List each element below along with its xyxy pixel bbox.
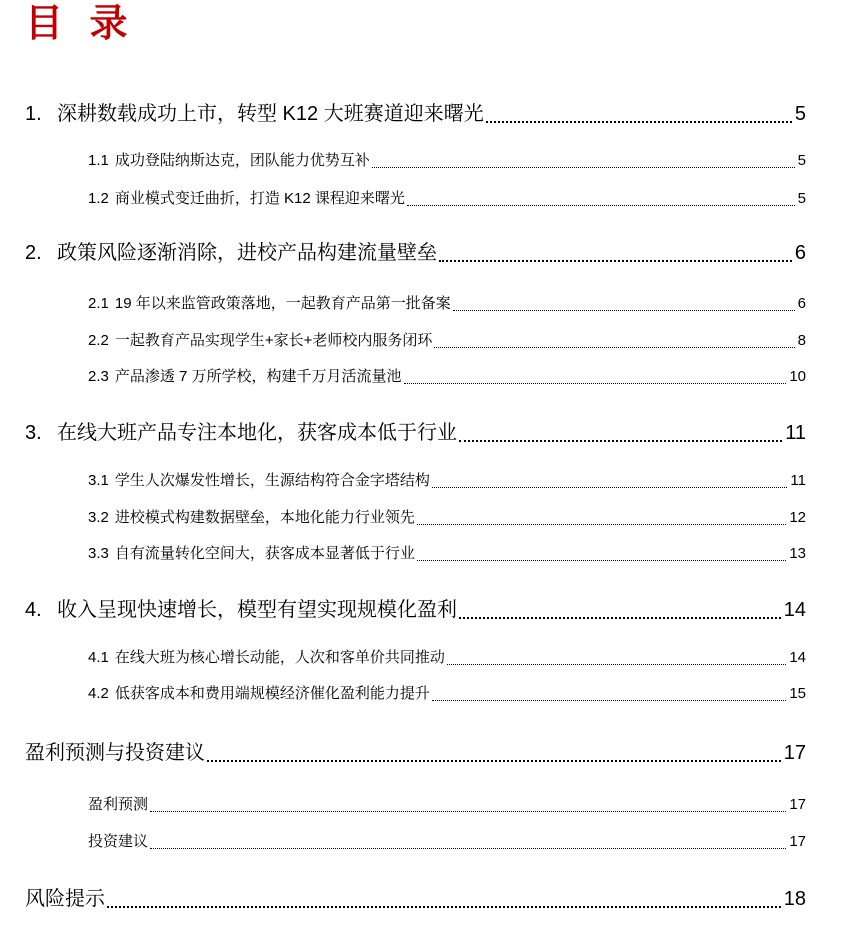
dot-leader (150, 848, 786, 849)
toc-entry-label: 在线大班产品专注本地化，获客成本低于行业 (57, 422, 457, 444)
dot-leader (417, 560, 786, 561)
toc-entry-page: 18 (783, 888, 806, 910)
toc-entry-number: 1.1 (88, 152, 109, 169)
toc-entry-number: 2. (25, 242, 42, 264)
toc-entry-label: 成功登陆纳斯达克，团队能力优势互补 (114, 152, 370, 169)
dot-leader (207, 760, 781, 762)
dot-leader (434, 347, 794, 348)
toc-entry-page: 8 (797, 332, 806, 349)
toc-entry-4-2[interactable] (25, 684, 806, 704)
dot-leader (404, 383, 787, 384)
toc-entry-number: 3.1 (88, 472, 109, 489)
toc-entry-label: 低获客成本和费用端规模经济催化盈利能力提升 (114, 685, 430, 702)
dot-leader (459, 440, 782, 442)
toc-entry-page: 13 (789, 545, 806, 562)
toc-entry-2-3[interactable] (25, 367, 806, 387)
toc-entry-page: 17 (789, 796, 806, 813)
dot-leader (453, 310, 795, 311)
toc-entry-page: 17 (783, 742, 806, 764)
toc-entry-label: 进校模式构建数据壁垒，本地化能力行业领先 (114, 509, 415, 526)
dot-leader (107, 906, 781, 908)
toc-entry-label: 19 年以来监管政策落地，一起教育产品第一批备案 (114, 295, 451, 312)
toc-entry-label: 深耕数载成功上市，转型 K12 大班赛道迎来曙光 (57, 103, 484, 125)
toc-entry-page: 11 (785, 422, 806, 444)
toc-entry-page: 5 (797, 190, 806, 207)
toc-entry-label: 风险提示 (25, 888, 105, 910)
toc-entry-number: 1.2 (88, 190, 109, 207)
toc-entry-3-1[interactable] (25, 471, 806, 491)
toc-entry-page: 15 (789, 685, 806, 702)
toc-entry-number: 2.3 (88, 368, 109, 385)
toc-entry-number: 3.3 (88, 545, 109, 562)
toc-entry-page: 10 (789, 368, 806, 385)
toc-entry-label: 商业模式变迁曲折，打造 K12 课程迎来曙光 (114, 190, 405, 207)
toc-entry-page: 14 (783, 599, 806, 621)
toc-entry-label: 在线大班为核心增长动能，人次和客单价共同推动 (114, 649, 445, 666)
dot-leader (372, 167, 795, 168)
toc-entry-3-3[interactable] (25, 544, 806, 564)
toc-entry-risk[interactable] (25, 886, 806, 912)
page-title: 目 录 (25, 3, 128, 45)
toc-entry-label: 自有流量转化空间大，获客成本显著低于行业 (114, 545, 415, 562)
dot-leader (459, 617, 781, 619)
toc-entry-label: 政策风险逐渐消除，进校产品构建流量壁垒 (57, 242, 437, 264)
toc-entry-label: 产品渗透 7 万所学校，构建千万月活流量池 (114, 368, 402, 385)
toc-entry-2-2[interactable] (25, 331, 806, 351)
toc-entry-forecast[interactable] (25, 795, 806, 815)
dot-leader (417, 524, 786, 525)
toc-entry-page: 14 (789, 649, 806, 666)
toc-entry-page: 12 (789, 509, 806, 526)
toc-entry-number: 3.2 (88, 509, 109, 526)
toc-entry-3-2[interactable] (25, 508, 806, 528)
toc-entry-page: 5 (794, 103, 806, 125)
toc-entry-page: 5 (797, 152, 806, 169)
dot-leader (150, 811, 786, 812)
toc-entry-label: 投资建议 (88, 833, 149, 850)
dot-leader (447, 664, 786, 665)
dot-leader (486, 121, 792, 123)
dot-leader (432, 700, 786, 701)
toc-entry-label: 学生人次爆发性增长，生源结构符合金字塔结构 (114, 472, 430, 489)
toc-entry-1[interactable] (25, 101, 806, 127)
toc-entry-4[interactable] (25, 597, 806, 623)
toc-entry-2-1[interactable] (25, 294, 806, 314)
toc-entry-page: 6 (797, 295, 806, 312)
toc-entry-number: 4.1 (88, 649, 109, 666)
toc-entry-page: 11 (790, 472, 806, 489)
toc-entry-advice[interactable] (25, 832, 806, 852)
toc-entry-number: 2.2 (88, 332, 109, 349)
toc-entry-number: 4. (25, 599, 42, 621)
toc-entry-label: 盈利预测 (88, 796, 149, 813)
toc-entry-label: 收入呈现快速增长，模型有望实现规模化盈利 (57, 599, 457, 621)
toc-entry-label: 盈利预测与投资建议 (25, 742, 205, 764)
toc-entry-1-1[interactable] (25, 151, 806, 171)
toc-entry-1-2[interactable] (25, 189, 806, 209)
toc-entry-number: 3. (25, 422, 42, 444)
toc-entry-4-1[interactable] (25, 648, 806, 668)
dot-leader (432, 487, 788, 488)
dot-leader (407, 205, 795, 206)
toc-entry-number: 2.1 (88, 295, 109, 312)
toc-entry-3[interactable] (25, 420, 806, 446)
toc-entry-label: 一起教育产品实现学生+家长+老师校内服务闭环 (114, 332, 433, 349)
dot-leader (439, 260, 792, 262)
toc-entry-number: 1. (25, 103, 42, 125)
toc-entry-number: 4.2 (88, 685, 109, 702)
toc-entry-page: 17 (789, 833, 806, 850)
toc-entry-2[interactable] (25, 240, 806, 266)
toc-entry-forecast-advice[interactable] (25, 740, 806, 766)
toc-entry-page: 6 (794, 242, 806, 264)
